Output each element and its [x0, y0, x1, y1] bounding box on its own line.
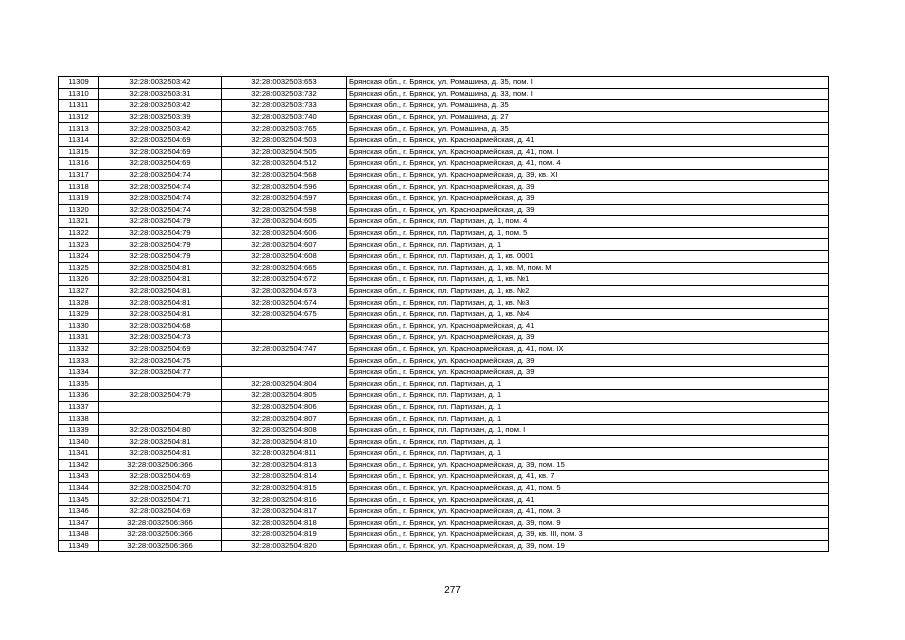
object-number-cell: 32:28:0032504:596 [222, 181, 347, 193]
address-cell: Брянская обл., г. Брянск, ул. Красноармейская, д. 41 [347, 134, 829, 146]
row-number-cell: 11330 [59, 320, 99, 332]
address-cell: Брянская обл., г. Брянск, ул. Красноармейская, д. 39 [347, 366, 829, 378]
parcel-number-cell: 32:28:0032506:366 [99, 529, 222, 541]
row-number-cell: 11339 [59, 424, 99, 436]
object-number-cell: 32:28:0032504:598 [222, 204, 347, 216]
address-cell: Брянская обл., г. Брянск, ул. Красноармейская, д. 41, пом. 5 [347, 482, 829, 494]
table-row [59, 343, 829, 355]
address-cell: Брянская обл., г. Брянск, ул. Красноармейская, д. 41 [347, 494, 829, 506]
row-number-cell: 11317 [59, 169, 99, 181]
table-row [59, 390, 829, 402]
object-number-cell: 32:28:0032504:818 [222, 517, 347, 529]
row-number-cell: 11316 [59, 158, 99, 170]
object-number-cell: 32:28:0032504:605 [222, 216, 347, 228]
address-cell: Брянская обл., г. Брянск, пл. Партизан, д. 1 [347, 413, 829, 425]
parcel-number-cell: 32:28:0032504:69 [99, 505, 222, 517]
parcel-number-cell: 32:28:0032504:71 [99, 494, 222, 506]
row-number-cell: 11313 [59, 123, 99, 135]
parcel-number-cell: 32:28:0032504:69 [99, 158, 222, 170]
object-number-cell: 32:28:0032503:733 [222, 100, 347, 112]
table-row [59, 459, 829, 471]
row-number-cell: 11323 [59, 239, 99, 251]
address-cell: Брянская обл., г. Брянск, ул. Красноармейская, д. 39 [347, 181, 829, 193]
parcel-number-cell: 32:28:0032504:81 [99, 297, 222, 309]
table-row [59, 308, 829, 320]
object-number-cell [222, 332, 347, 344]
parcel-number-cell: 32:28:0032504:74 [99, 169, 222, 181]
table-row [59, 227, 829, 239]
address-cell: Брянская обл., г. Брянск, ул. Красноармейская, д. 39, кв. III, пом. 3 [347, 529, 829, 541]
address-cell: Брянская обл., г. Брянск, пл. Партизан, д. 1 [347, 378, 829, 390]
registry-table-body [59, 77, 829, 552]
parcel-number-cell: 32:28:0032504:74 [99, 204, 222, 216]
table-row [59, 436, 829, 448]
row-number-cell: 11334 [59, 366, 99, 378]
table-row [59, 216, 829, 228]
object-number-cell: 32:28:0032504:747 [222, 343, 347, 355]
table-row [59, 448, 829, 460]
row-number-cell: 11345 [59, 494, 99, 506]
address-cell: Брянская обл., г. Брянск, пл. Партизан, д. 1, кв. 0001 [347, 250, 829, 262]
table-row [59, 540, 829, 552]
row-number-cell: 11320 [59, 204, 99, 216]
row-number-cell: 11309 [59, 77, 99, 89]
row-number-cell: 11341 [59, 448, 99, 460]
address-cell: Брянская обл., г. Брянск, ул. Красноармейская, д. 39, пом. 9 [347, 517, 829, 529]
address-cell: Брянская обл., г. Брянск, ул. Ромашина, д. 35 [347, 123, 829, 135]
table-row [59, 100, 829, 112]
row-number-cell: 11328 [59, 297, 99, 309]
object-number-cell: 32:28:0032504:810 [222, 436, 347, 448]
object-number-cell: 32:28:0032504:816 [222, 494, 347, 506]
parcel-number-cell: 32:28:0032506:366 [99, 459, 222, 471]
table-row [59, 169, 829, 181]
table-row [59, 158, 829, 170]
row-number-cell: 11311 [59, 100, 99, 112]
parcel-number-cell: 32:28:0032504:79 [99, 227, 222, 239]
parcel-number-cell: 32:28:0032504:81 [99, 274, 222, 286]
table-row [59, 355, 829, 367]
address-cell: Брянская обл., г. Брянск, ул. Красноармейская, д. 41, кв. 7 [347, 471, 829, 483]
parcel-number-cell: 32:28:0032504:69 [99, 471, 222, 483]
row-number-cell: 11324 [59, 250, 99, 262]
object-number-cell: 32:28:0032504:597 [222, 192, 347, 204]
row-number-cell: 11333 [59, 355, 99, 367]
registry-table [58, 76, 829, 552]
address-cell: Брянская обл., г. Брянск, пл. Партизан, д. 1, кв. №3 [347, 297, 829, 309]
object-number-cell: 32:28:0032504:805 [222, 390, 347, 402]
parcel-number-cell: 32:28:0032504:77 [99, 366, 222, 378]
address-cell: Брянская обл., г. Брянск, пл. Партизан, д. 1, пом. I [347, 424, 829, 436]
object-number-cell: 32:28:0032504:814 [222, 471, 347, 483]
table-row [59, 274, 829, 286]
object-number-cell: 32:28:0032504:815 [222, 482, 347, 494]
table-row [59, 297, 829, 309]
row-number-cell: 11332 [59, 343, 99, 355]
parcel-number-cell: 32:28:0032506:366 [99, 517, 222, 529]
parcel-number-cell: 32:28:0032504:75 [99, 355, 222, 367]
row-number-cell: 11310 [59, 88, 99, 100]
table-row [59, 413, 829, 425]
row-number-cell: 11340 [59, 436, 99, 448]
parcel-number-cell: 32:28:0032504:79 [99, 390, 222, 402]
object-number-cell: 32:28:0032504:608 [222, 250, 347, 262]
row-number-cell: 11346 [59, 505, 99, 517]
row-number-cell: 11318 [59, 181, 99, 193]
object-number-cell: 32:28:0032504:505 [222, 146, 347, 158]
row-number-cell: 11312 [59, 111, 99, 123]
object-number-cell: 32:28:0032504:673 [222, 285, 347, 297]
parcel-number-cell: 32:28:0032504:68 [99, 320, 222, 332]
address-cell: Брянская обл., г. Брянск, пл. Партизан, д. 1, кв. М, пом. М [347, 262, 829, 274]
table-row [59, 285, 829, 297]
address-cell: Брянская обл., г. Брянск, ул. Красноармейская, д. 39 [347, 204, 829, 216]
table-row [59, 320, 829, 332]
row-number-cell: 11348 [59, 529, 99, 541]
parcel-number-cell: 32:28:0032504:73 [99, 332, 222, 344]
row-number-cell: 11319 [59, 192, 99, 204]
row-number-cell: 11335 [59, 378, 99, 390]
object-number-cell: 32:28:0032504:807 [222, 413, 347, 425]
parcel-number-cell: 32:28:0032506:366 [99, 540, 222, 552]
address-cell: Брянская обл., г. Брянск, ул. Красноармейская, д. 41, пом. 3 [347, 505, 829, 517]
object-number-cell: 32:28:0032504:817 [222, 505, 347, 517]
row-number-cell: 11327 [59, 285, 99, 297]
row-number-cell: 11342 [59, 459, 99, 471]
address-cell: Брянская обл., г. Брянск, ул. Красноармейская, д. 39 [347, 355, 829, 367]
parcel-number-cell: 32:28:0032504:69 [99, 146, 222, 158]
address-cell: Брянская обл., г. Брянск, пл. Партизан, д. 1 [347, 239, 829, 251]
address-cell: Брянская обл., г. Брянск, ул. Красноармейская, д. 39, пом. 15 [347, 459, 829, 471]
row-number-cell: 11347 [59, 517, 99, 529]
object-number-cell: 32:28:0032504:804 [222, 378, 347, 390]
object-number-cell: 32:28:0032504:806 [222, 401, 347, 413]
row-number-cell: 11331 [59, 332, 99, 344]
page-number: 277 [444, 585, 461, 596]
parcel-number-cell: 32:28:0032504:79 [99, 239, 222, 251]
parcel-number-cell: 32:28:0032504:70 [99, 482, 222, 494]
address-cell: Брянская обл., г. Брянск, ул. Красноармейская, д. 41 [347, 320, 829, 332]
address-cell: Брянская обл., г. Брянск, ул. Красноармейская, д. 41, пом. IX [347, 343, 829, 355]
address-cell: Брянская обл., г. Брянск, пл. Партизан, д. 1, кв. №1 [347, 274, 829, 286]
object-number-cell: 32:28:0032503:740 [222, 111, 347, 123]
table-row [59, 239, 829, 251]
object-number-cell: 32:28:0032504:808 [222, 424, 347, 436]
address-cell: Брянская обл., г. Брянск, пл. Партизан, д. 1 [347, 390, 829, 402]
row-number-cell: 11343 [59, 471, 99, 483]
table-row [59, 529, 829, 541]
parcel-number-cell: 32:28:0032504:81 [99, 436, 222, 448]
row-number-cell: 11344 [59, 482, 99, 494]
row-number-cell: 11337 [59, 401, 99, 413]
object-number-cell: 32:28:0032503:732 [222, 88, 347, 100]
table-row [59, 471, 829, 483]
object-number-cell: 32:28:0032504:819 [222, 529, 347, 541]
row-number-cell: 11321 [59, 216, 99, 228]
address-cell: Брянская обл., г. Брянск, ул. Ромашина, д. 27 [347, 111, 829, 123]
object-number-cell: 32:28:0032504:512 [222, 158, 347, 170]
parcel-number-cell: 32:28:0032503:42 [99, 100, 222, 112]
parcel-number-cell: 32:28:0032504:81 [99, 448, 222, 460]
object-number-cell: 32:28:0032504:503 [222, 134, 347, 146]
parcel-number-cell [99, 413, 222, 425]
address-cell: Брянская обл., г. Брянск, ул. Красноармейская, д. 39, пом. 19 [347, 540, 829, 552]
parcel-number-cell [99, 401, 222, 413]
object-number-cell: 32:28:0032504:607 [222, 239, 347, 251]
address-cell: Брянская обл., г. Брянск, ул. Красноармейская, д. 39 [347, 192, 829, 204]
table-row [59, 146, 829, 158]
parcel-number-cell: 32:28:0032504:74 [99, 181, 222, 193]
table-row [59, 401, 829, 413]
parcel-number-cell: 32:28:0032504:81 [99, 308, 222, 320]
object-number-cell: 32:28:0032504:606 [222, 227, 347, 239]
object-number-cell: 32:28:0032503:653 [222, 77, 347, 89]
address-cell: Брянская обл., г. Брянск, ул. Красноармейская, д. 39 [347, 332, 829, 344]
object-number-cell: 32:28:0032504:568 [222, 169, 347, 181]
object-number-cell: 32:28:0032504:674 [222, 297, 347, 309]
parcel-number-cell: 32:28:0032503:42 [99, 123, 222, 135]
table-row [59, 123, 829, 135]
row-number-cell: 11336 [59, 390, 99, 402]
row-number-cell: 11325 [59, 262, 99, 274]
table-row [59, 250, 829, 262]
object-number-cell: 32:28:0032504:675 [222, 308, 347, 320]
parcel-number-cell: 32:28:0032504:81 [99, 262, 222, 274]
parcel-number-cell: 32:28:0032504:80 [99, 424, 222, 436]
address-cell: Брянская обл., г. Брянск, ул. Красноармейская, д. 41, пом. I [347, 146, 829, 158]
row-number-cell: 11326 [59, 274, 99, 286]
table-row [59, 378, 829, 390]
address-cell: Брянская обл., г. Брянск, ул. Ромашина, д. 35, пом. I [347, 77, 829, 89]
table-row [59, 482, 829, 494]
object-number-cell: 32:28:0032503:765 [222, 123, 347, 135]
table-row [59, 181, 829, 193]
parcel-number-cell: 32:28:0032503:31 [99, 88, 222, 100]
table-row [59, 262, 829, 274]
address-cell: Брянская обл., г. Брянск, пл. Партизан, д. 1, кв. №4 [347, 308, 829, 320]
table-row [59, 77, 829, 89]
table-row [59, 366, 829, 378]
address-cell: Брянская обл., г. Брянск, пл. Партизан, д. 1, кв. №2 [347, 285, 829, 297]
address-cell: Брянская обл., г. Брянск, ул. Ромашина, д. 33, пом. I [347, 88, 829, 100]
row-number-cell: 11322 [59, 227, 99, 239]
object-number-cell: 32:28:0032504:672 [222, 274, 347, 286]
table-row [59, 192, 829, 204]
address-cell: Брянская обл., г. Брянск, пл. Партизан, д. 1, пом. 5 [347, 227, 829, 239]
table-row [59, 517, 829, 529]
table-row [59, 88, 829, 100]
address-cell: Брянская обл., г. Брянск, пл. Партизан, д. 1 [347, 448, 829, 460]
object-number-cell: 32:28:0032504:820 [222, 540, 347, 552]
parcel-number-cell [99, 378, 222, 390]
table-row [59, 111, 829, 123]
object-number-cell: 32:28:0032504:665 [222, 262, 347, 274]
row-number-cell: 11315 [59, 146, 99, 158]
parcel-number-cell: 32:28:0032504:79 [99, 216, 222, 228]
parcel-number-cell: 32:28:0032504:81 [99, 285, 222, 297]
table-row [59, 134, 829, 146]
parcel-number-cell: 32:28:0032504:79 [99, 250, 222, 262]
row-number-cell: 11329 [59, 308, 99, 320]
object-number-cell: 32:28:0032504:811 [222, 448, 347, 460]
address-cell: Брянская обл., г. Брянск, ул. Ромашина, д. 35 [347, 100, 829, 112]
parcel-number-cell: 32:28:0032504:69 [99, 134, 222, 146]
address-cell: Брянская обл., г. Брянск, пл. Партизан, д. 1, пом. 4 [347, 216, 829, 228]
table-row [59, 505, 829, 517]
object-number-cell [222, 320, 347, 332]
row-number-cell: 11314 [59, 134, 99, 146]
table-row [59, 204, 829, 216]
parcel-number-cell: 32:28:0032504:74 [99, 192, 222, 204]
object-number-cell: 32:28:0032504:813 [222, 459, 347, 471]
object-number-cell [222, 355, 347, 367]
row-number-cell: 11349 [59, 540, 99, 552]
parcel-number-cell: 32:28:0032503:42 [99, 77, 222, 89]
address-cell: Брянская обл., г. Брянск, ул. Красноармейская, д. 39, кв. XI [347, 169, 829, 181]
table-row [59, 332, 829, 344]
parcel-number-cell: 32:28:0032503:39 [99, 111, 222, 123]
address-cell: Брянская обл., г. Брянск, пл. Партизан, д. 1 [347, 436, 829, 448]
address-cell: Брянская обл., г. Брянск, ул. Красноармейская, д. 41, пом. 4 [347, 158, 829, 170]
address-cell: Брянская обл., г. Брянск, пл. Партизан, д. 1 [347, 401, 829, 413]
table-row [59, 424, 829, 436]
parcel-number-cell: 32:28:0032504:69 [99, 343, 222, 355]
row-number-cell: 11338 [59, 413, 99, 425]
table-row [59, 494, 829, 506]
object-number-cell [222, 366, 347, 378]
